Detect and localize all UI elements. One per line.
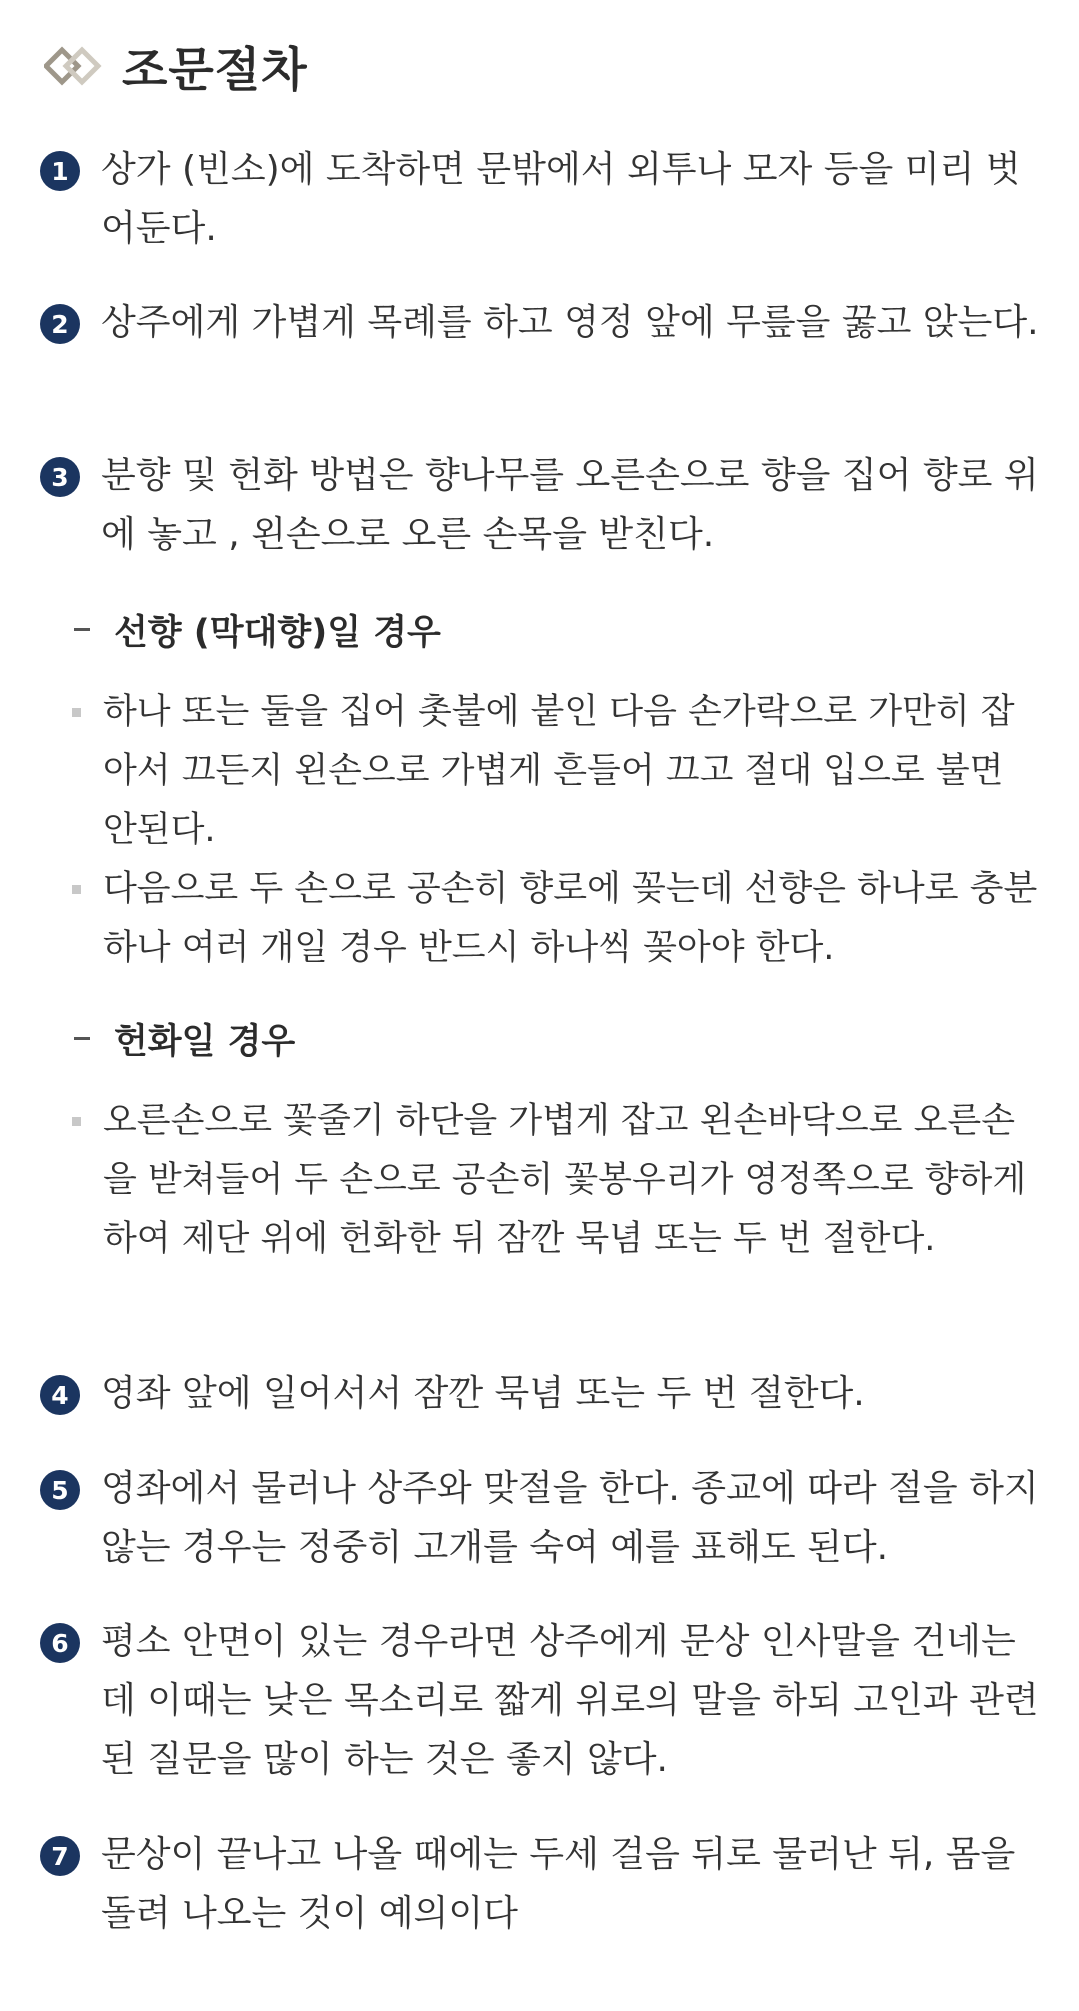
bullet-text: 다음으로 두 손으로 공손히 향로에 꽂는데 선향은 하나로 충분하나 여러 개일 경우 반드시 하나씩 꽂아야 한다. — [103, 869, 1038, 968]
subsection-heading — [74, 1009, 295, 1068]
page-title: 조문절차 — [122, 42, 308, 98]
step-item — [40, 1364, 1050, 1423]
bullet-item — [72, 1092, 1062, 1269]
step-number-badge: 3 — [40, 457, 80, 497]
step-item — [40, 1459, 1050, 1577]
step-number-badge: 6 — [40, 1623, 80, 1663]
diamond-outline-icon — [44, 46, 102, 86]
square-bullet-icon — [72, 1117, 81, 1126]
bullet-text: 오른손으로 꽃줄기 하단을 가볍게 잡고 왼손바닥으로 오른손을 받쳐들어 두 손으로 공손히 꽃봉우리가 영정쪽으로 향하게 하여 제단 위에 헌화한 뒤 잠깐 묵념 또는 두 번 절한다. — [103, 1101, 1027, 1259]
step-number-badge: 1 — [40, 151, 80, 191]
step-text: 평소 안면이 있는 경우라면 상주에게 문상 인사말을 건네는데 이때는 낮은 목소리로 짧게 위로의 말을 하되 고인과 관련된 질문을 많이 하는 것은 좋지 않다. — [101, 1621, 1039, 1780]
bullet-text: 하나 또는 둘을 집어 촛불에 붙인 다음 손가락으로 가만히 잡아서 끄든지 왼손으로 가볍게 흔들어 끄고 절대 입으로 불면 안된다. — [103, 692, 1015, 850]
step-item — [40, 1825, 1050, 1943]
subsection-heading-text: 헌화일 경우 — [114, 1021, 296, 1062]
bullet-item — [72, 860, 1062, 978]
bullet-item — [72, 683, 1062, 860]
step-item — [40, 1612, 1050, 1789]
step-text: 영좌 앞에 일어서서 잠깐 묵념 또는 두 번 절한다. — [101, 1373, 865, 1414]
step-text: 분향 및 헌화 방법은 향나무를 오른손으로 향을 집어 향로 위에 놓고 , 왼손으로 오른 손목을 받친다. — [101, 455, 1039, 555]
step-item — [40, 293, 1050, 352]
step-text: 상가 (빈소)에 도착하면 문밖에서 외투나 모자 등을 미리 벗어둔다. — [101, 149, 1021, 249]
subsection-heading — [74, 600, 441, 659]
step-item — [40, 140, 1050, 258]
title-row — [44, 32, 308, 100]
square-bullet-icon — [72, 885, 81, 894]
step-item — [40, 446, 1050, 564]
step-number-badge: 2 — [40, 304, 80, 344]
dash-icon — [74, 1037, 90, 1040]
step-number-badge: 7 — [40, 1836, 80, 1876]
dash-icon — [74, 628, 90, 631]
square-bullet-icon — [72, 708, 81, 717]
step-text: 상주에게 가볍게 목례를 하고 영정 앞에 무릎을 꿇고 앉는다. — [101, 302, 1039, 343]
step-text: 영좌에서 물러나 상주와 맞절을 한다. 종교에 따라 절을 하지 않는 경우는 정중히 고개를 숙여 예를 표해도 된다. — [101, 1468, 1039, 1568]
step-text: 문상이 끝나고 나올 때에는 두세 걸음 뒤로 물러난 뒤, 몸을 돌려 나오는 것이 예의이다 — [101, 1834, 1016, 1934]
step-number-badge: 5 — [40, 1470, 80, 1510]
step-number-badge: 4 — [40, 1375, 80, 1415]
subsection-heading-text: 선향 (막대향)일 경우 — [114, 612, 441, 653]
